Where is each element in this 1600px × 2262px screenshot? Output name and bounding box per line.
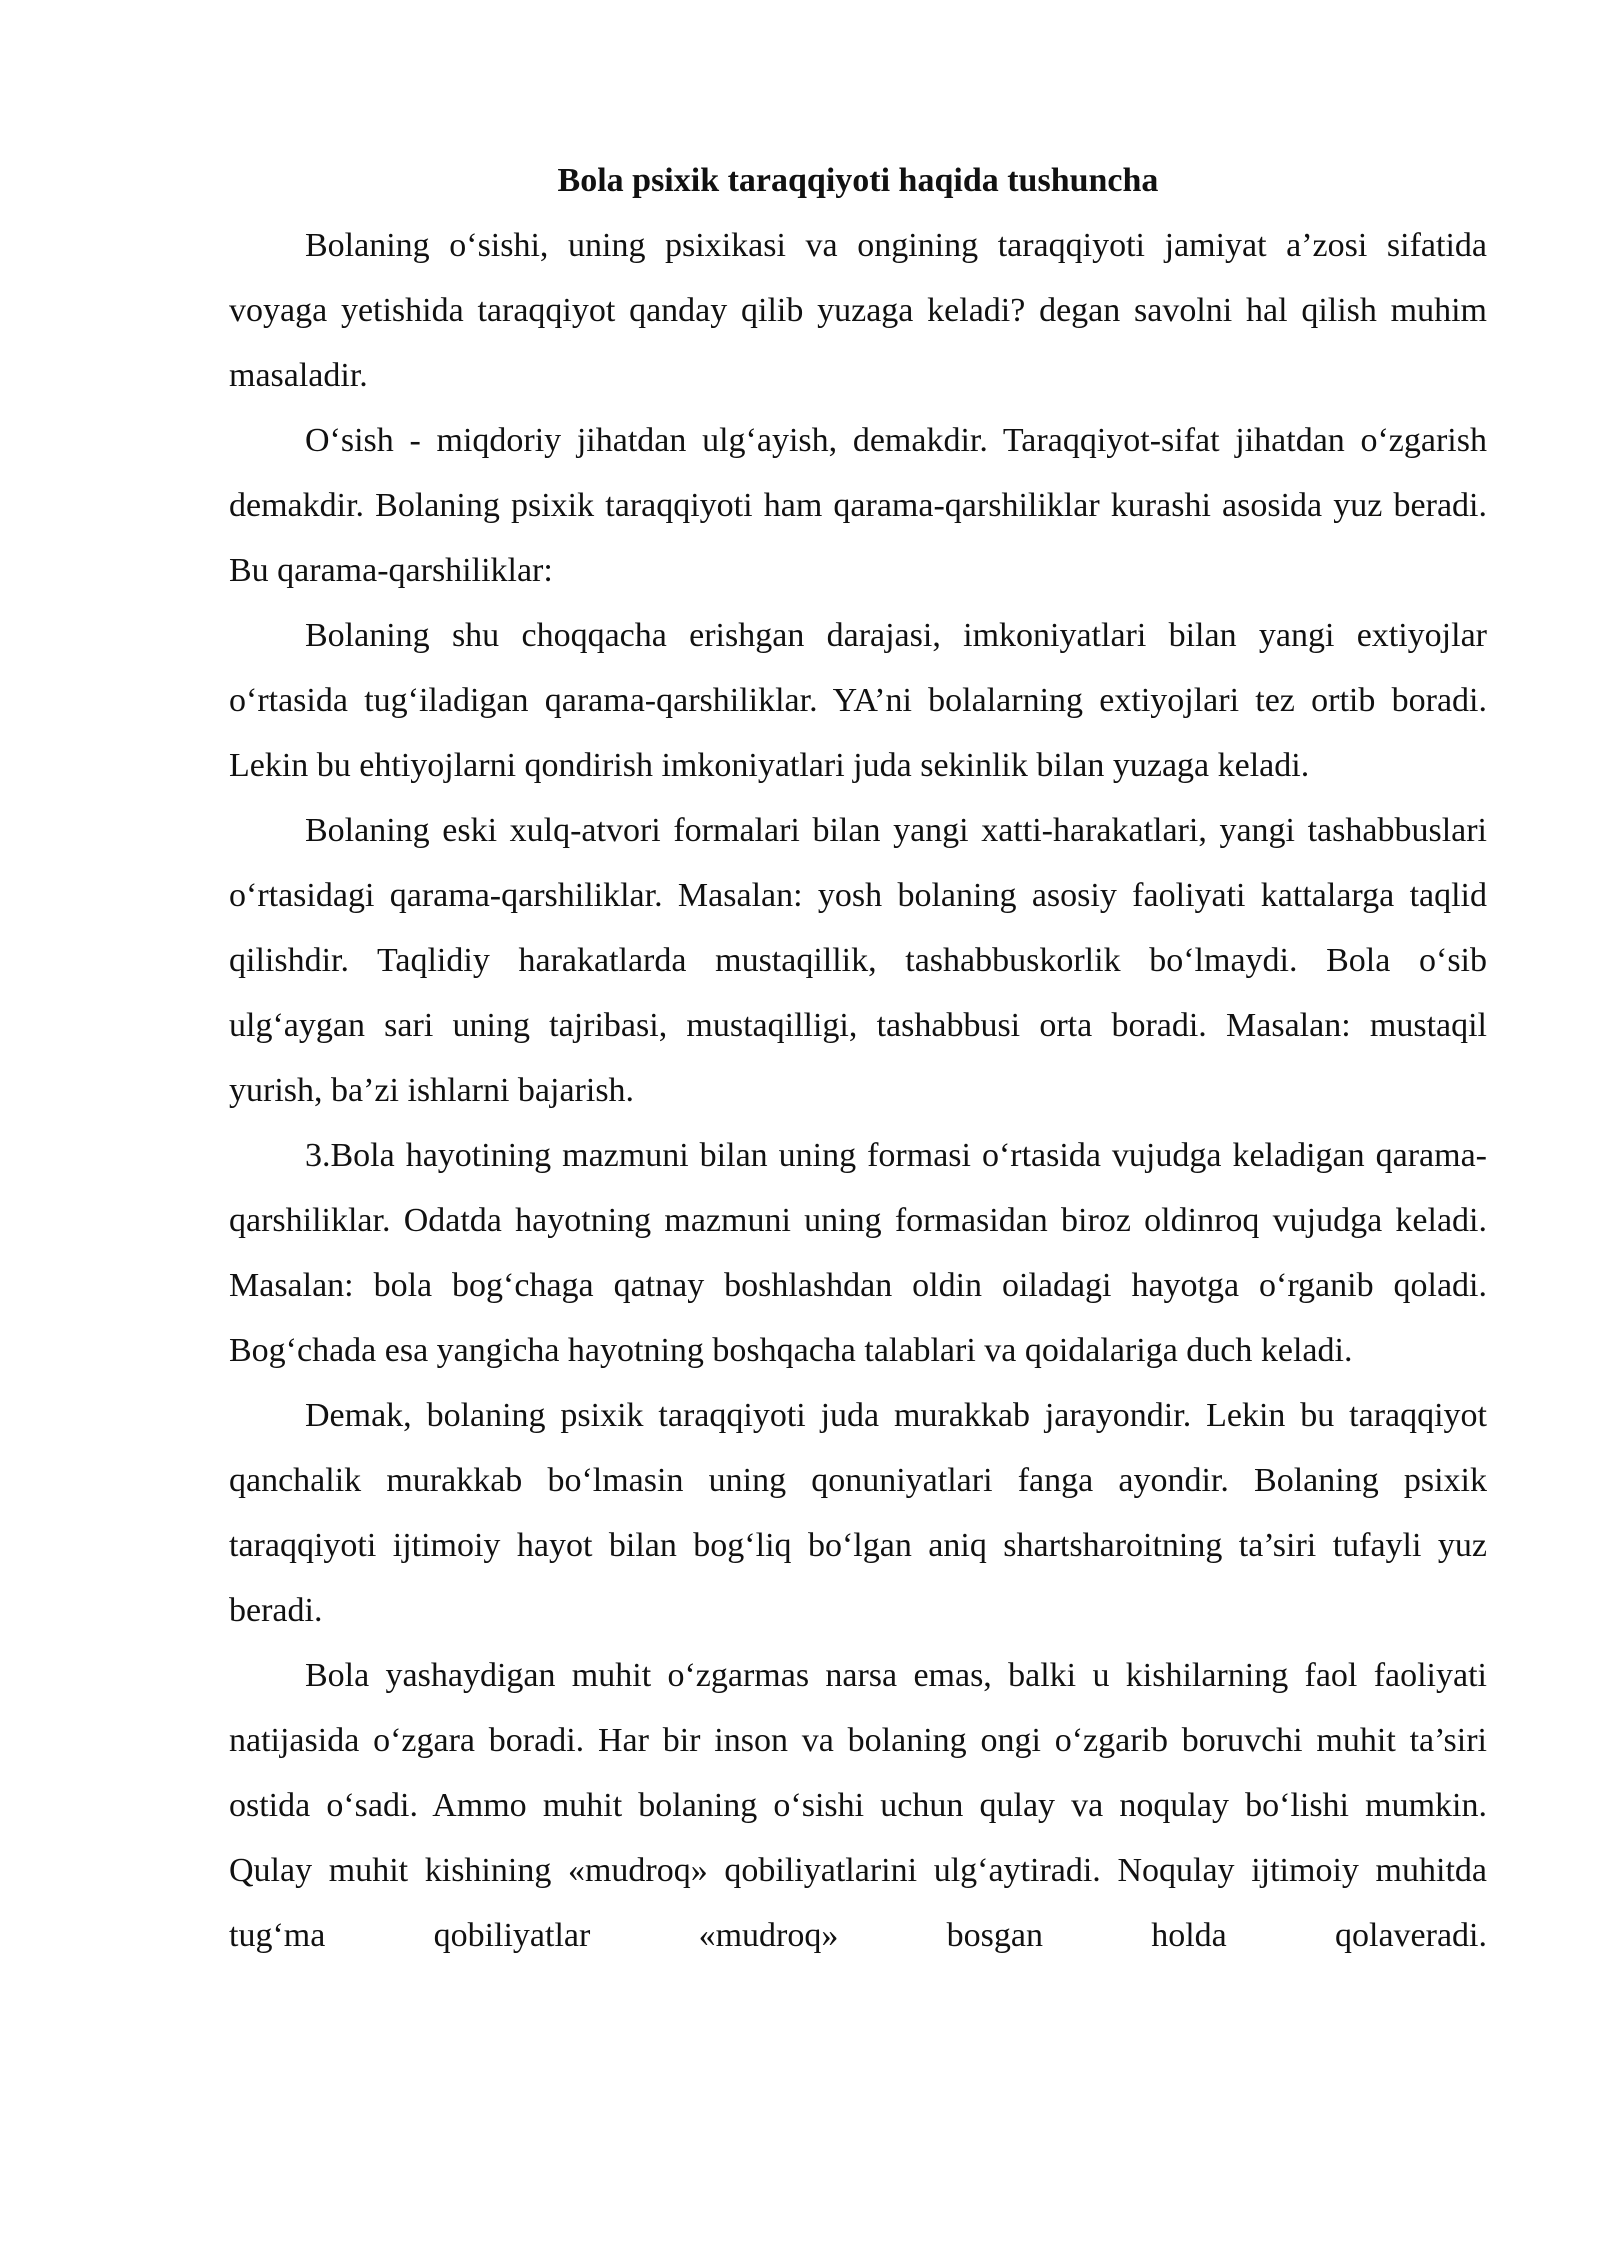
paragraph-1: Bolaning o‘sishi, uning psixikasi va ongining taraqqiyoti jamiyat a’zosi sifatida voyaga yetishida taraqqiyot qanday qilib yuzaga keladi? degan savolni hal qilish muhim masaladir. [229,227,1487,394]
paragraph-6: Demak, bolaning psixik taraqqiyoti juda murakkab jarayondir. Lekin bu taraqqiyot qanchalik murakkab bo‘lmasin uning qonuniyatlari fanga ayondir. Bolaning psixik taraqqiyoti ijtimoiy hayot bilan bog‘liq bo‘lgan aniq shartsharoitning ta’siri tufayli yuz beradi. [229,1397,1487,1629]
paragraph-5: 3.Bola hayotining mazmuni bilan uning formasi o‘rtasida vujudga keladigan qarama-qarshiliklar. Odatda hayotning mazmuni uning formasidan biroz oldinroq vujudga keladi. Masalan: bola bog‘chaga qatnay boshlashdan oldin oiladagi hayotga o‘rganib qoladi. Bog‘chada esa yangicha hayotning boshqacha talablari va qoidalariga duch keladi. [229,1137,1487,1369]
paragraph-7: Bola yashaydigan muhit o‘zgarmas narsa emas, balki u kishilarning faol faoliyati natijasida o‘zgara boradi. Har bir inson va bolaning ongi o‘zgarib boruvchi muhit ta’siri ostida o‘sadi. Ammo muhit bolaning o‘sishi uchun qulay va noqulay bo‘lishi mumkin. Qulay muhit kishining «mudroq» qobiliyatlarini ulg‘aytiradi. Noqulay ijtimoiy muhitda tug‘ma qobiliyatlar «mudroq» bosgan holda qolaveradi. [229,1657,1487,1954]
paragraph-3: Bolaning shu choqqacha erishgan darajasi, imkoniyatlari bilan yangi extiyojlar o‘rtasida tug‘iladigan qarama-qarshiliklar. YA’ni bolalarning extiyojlari tez ortib boradi. Lekin bu ehtiyojlarni qondirish imkoniyatlari juda sekinlik bilan yuzaga keladi. [229,617,1487,784]
paragraph-2: O‘sish - miqdoriy jihatdan ulg‘ayish, demakdir. Taraqqiyot-sifat jihatdan o‘zgarish demakdir. Bolaning psixik taraqqiyoti ham qarama-qarshiliklar kurashi asosida yuz beradi. Bu qarama-qarshiliklar: [229,422,1487,589]
document-title: Bola psixik taraqqiyoti haqida tushuncha [557,162,1159,199]
document-page [229,148,1487,1968]
paragraph-4: Bolaning eski xulq-atvori formalari bilan yangi xatti-harakatlari, yangi tashabbuslari o‘rtasidagi qarama-qarshiliklar. Masalan: yosh bolaning asosiy faoliyati kattalarga taqlid qilishdir. Taqlidiy harakatlarda mustaqillik, tashabbuskorlik bo‘lmaydi. Bola o‘sib ulg‘aygan sari uning tajribasi, mustaqilligi, tashabbusi orta boradi. Masalan: mustaqil yurish, ba’zi ishlarni bajarish. [229,812,1487,1109]
